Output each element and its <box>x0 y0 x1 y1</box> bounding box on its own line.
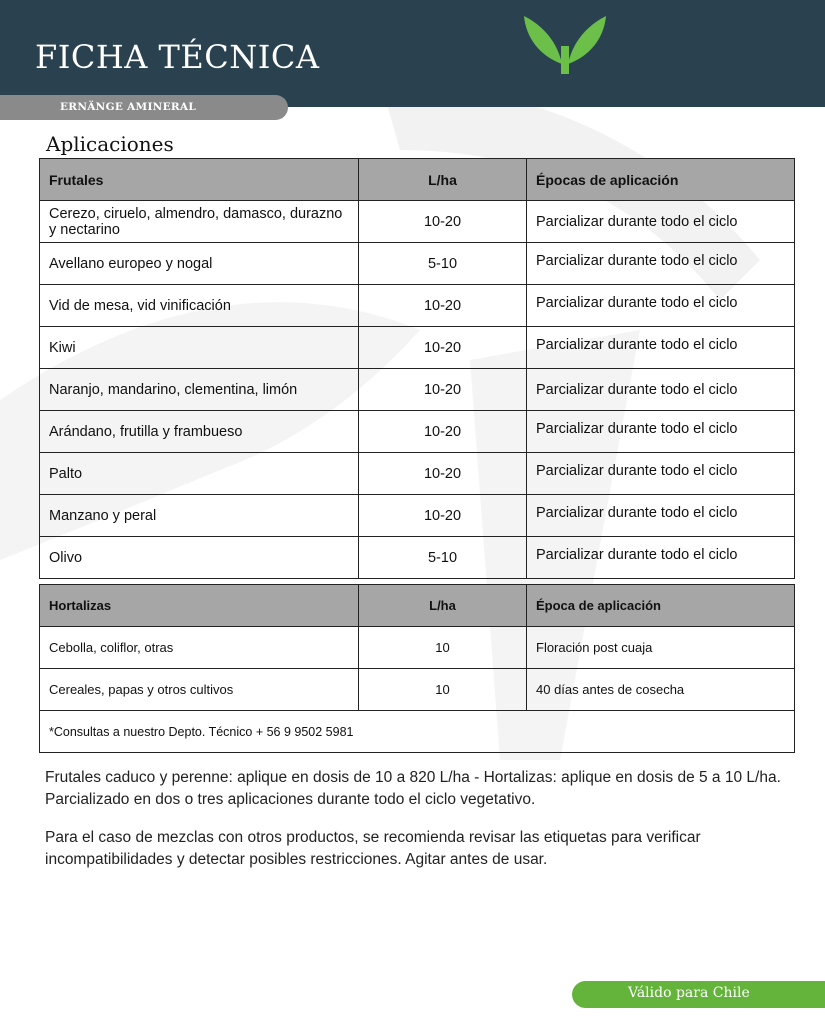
table-row <box>40 495 795 537</box>
timing-cell: Floración post cuaja <box>527 627 795 669</box>
dose-cell: 10-20 <box>359 285 527 327</box>
validity-label: Válido para Chile <box>628 985 750 1001</box>
crop-cell: Olivo <box>40 537 359 579</box>
table-header-row <box>40 159 795 201</box>
crop-cell: Cebolla, coliflor, otras <box>40 627 359 669</box>
sprout-logo-icon <box>520 6 785 104</box>
timing-cell: Parcializar durante todo el ciclo <box>527 537 795 579</box>
mixing-paragraph: Para el caso de mezclas con otros productos, se recomienda revisar las etiquetas para verificar incompatibilidades y detectar posibles restricciones. Agitar antes de usar. <box>45 829 701 868</box>
table-row <box>40 537 795 579</box>
table-row <box>40 627 795 669</box>
column-header: L/ha <box>359 585 527 627</box>
table-row <box>40 453 795 495</box>
timing-cell: 40 días antes de cosecha <box>527 669 795 711</box>
crop-cell: Manzano y peral <box>40 495 359 537</box>
timing-cell: Parcializar durante todo el ciclo <box>527 369 795 411</box>
crop-cell: Naranjo, mandarino, clementina, limón <box>40 369 359 411</box>
dosage-paragraph: Frutales caduco y perenne: aplique en dosis de 10 a 820 L/ha - Hortalizas: aplique en dosis de 5 a 10 L/ha. Parcializado en dos o tres aplicaciones durante todo el ciclo vegetativo. <box>45 769 781 808</box>
dose-cell: 10-20 <box>359 369 527 411</box>
crop-cell: Arándano, frutilla y frambueso <box>40 411 359 453</box>
crop-cell: Cerezo, ciruelo, almendro, damasco, durazno y nectarino <box>40 201 359 243</box>
column-header: L/ha <box>359 159 527 201</box>
timing-cell: Parcializar durante todo el ciclo <box>527 285 795 327</box>
crop-cell: Cereales, papas y otros cultivos <box>40 669 359 711</box>
frutales-table <box>39 158 795 579</box>
table-row <box>40 369 795 411</box>
timing-cell: Parcializar durante todo el ciclo <box>527 201 795 243</box>
dose-cell: 5-10 <box>359 243 527 285</box>
dose-cell: 10 <box>359 627 527 669</box>
section-title: Aplicaciones <box>46 132 174 156</box>
dose-cell: 10 <box>359 669 527 711</box>
timing-cell: Parcializar durante todo el ciclo <box>527 453 795 495</box>
dose-cell: 10-20 <box>359 453 527 495</box>
table-row <box>40 201 795 243</box>
table-row <box>40 327 795 369</box>
crop-cell: Palto <box>40 453 359 495</box>
dose-cell: 10-20 <box>359 411 527 453</box>
hortalizas-table <box>39 584 795 753</box>
table-header-row <box>40 585 795 627</box>
timing-cell: Parcializar durante todo el ciclo <box>527 243 795 285</box>
column-header: Época de aplicación <box>527 585 795 627</box>
dose-cell: 10-20 <box>359 327 527 369</box>
validity-badge <box>572 981 825 1008</box>
dose-cell: 10-20 <box>359 201 527 243</box>
timing-cell: Parcializar durante todo el ciclo <box>527 327 795 369</box>
timing-cell: Parcializar durante todo el ciclo <box>527 495 795 537</box>
column-header: Frutales <box>40 159 359 201</box>
page-title: FICHA TÉCNICA <box>35 38 320 76</box>
note-row <box>40 711 795 753</box>
crop-cell: Vid de mesa, vid vinificación <box>40 285 359 327</box>
column-header: Épocas de aplicación <box>527 159 795 201</box>
product-tab <box>0 95 288 120</box>
table-row <box>40 669 795 711</box>
timing-cell: Parcializar durante todo el ciclo <box>527 411 795 453</box>
product-name: ERNÄNGE AMINERAL <box>60 101 197 113</box>
crop-cell: Avellano europeo y nogal <box>40 243 359 285</box>
column-header: Hortalizas <box>40 585 359 627</box>
table-row <box>40 285 795 327</box>
crop-cell: Kiwi <box>40 327 359 369</box>
dose-cell: 5-10 <box>359 537 527 579</box>
table-row <box>40 411 795 453</box>
table-row <box>40 243 795 285</box>
contact-note: *Consultas a nuestro Depto. Técnico + 56 9 9502 5981 <box>40 711 795 753</box>
dose-cell: 10-20 <box>359 495 527 537</box>
